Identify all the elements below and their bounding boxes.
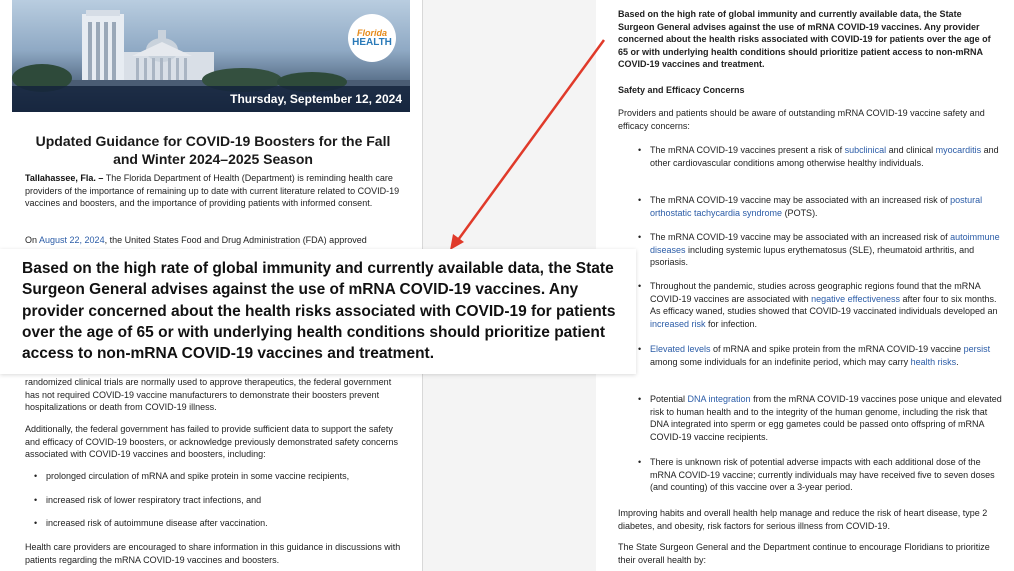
myocarditis-link[interactable]: myocarditis <box>935 145 982 155</box>
fda-paragraph-post: , the United States Food and Drug Administration (FDA) approved <box>104 235 367 245</box>
b1-post: and other cardiovascular conditions among otherwise healthy individuals. <box>650 145 999 168</box>
b4-mid: after four to six months. As efficacy waned, studies showed that COVID-19 vaccinated individuals developed an <box>650 293 998 316</box>
b6-pre: Potential <box>650 394 688 404</box>
habits-paragraph: Improving habits and overall health help manage and reduce the risk of heart disease, type 2 diabetes, and obesity, risk factors for serious illness from COVID-19. <box>618 508 988 531</box>
fda-paragraph <box>25 234 403 247</box>
fda-paragraph-pre: On <box>25 235 40 245</box>
list-item: • increased risk of lower respiratory tract infections, and <box>46 494 261 506</box>
lead-paragraph <box>25 172 403 210</box>
health-risks-link[interactable]: health risks <box>910 356 957 367</box>
capitol-header-image <box>12 0 410 112</box>
list-item <box>650 231 1002 269</box>
b5-mid2: among some individuals for an indefinite period, which may carry <box>650 356 911 367</box>
pots-link[interactable]: postural orthostatic tachycardia syndrome <box>650 195 983 218</box>
list-item <box>650 343 1002 368</box>
florida-health-logo <box>348 14 396 62</box>
b3-pre: The mRNA COVID-19 vaccine may be associated with an increased risk of <box>650 232 951 242</box>
logo-line-florida: Florida <box>356 28 387 38</box>
subclinical-link[interactable]: subclinical <box>844 145 887 155</box>
callout-text: Based on the high rate of global immunity and currently available data, the State Surgeon General advises against the use of mRNA COVID-19 vaccines. Any provider concerned about the health risks associated with COVID-19 for patients over the age of 65 or with underlying health conditions should prioritize patient access to non-mRNA COVID-19 vaccines and treatment. <box>22 260 616 363</box>
enlarged-quote-callout <box>0 249 636 374</box>
fda-date-link[interactable]: August 22, 2024 <box>39 235 105 245</box>
document-title: Updated Guidance for COVID-19 Boosters for the Fall and Winter 2024–2025 Season <box>35 133 391 167</box>
list-item <box>650 194 1002 219</box>
list-item <box>650 393 1002 443</box>
b4-post: for infection. <box>705 318 758 329</box>
persist-link[interactable]: persist <box>963 344 991 354</box>
safety-intro: Providers and patients should be aware of outstanding mRNA COVID-19 vaccine safety and efficacy concerns: <box>618 108 985 131</box>
surgeon-general-advisory: Based on the high rate of global immunity and currently available data, the State Surgeon General advises against the use of mRNA COVID-19 vaccines. Any provider concerned about the health risks associated with COVID-19 for patients over the age of 65 or with underlying health conditions should prioritize patient access to non-mRNA COVID-19 vaccines and treatment. <box>618 9 991 69</box>
encourage-paragraph: The State Surgeon General and the Department continue to encourage Floridians to prioritize their overall health by: <box>618 542 990 565</box>
b6-post: from the mRNA COVID-19 vaccines pose unique and elevated risk to human health and to the integrity of the human genome, including the risk that DNA integrated into sperm or egg gametes could be passed onto offspring of mRNA COVID-19 vaccine recipients. <box>650 394 1002 442</box>
list-item: • increased risk of autoimmune disease after vaccination. <box>46 517 268 529</box>
safety-heading: Safety and Efficacy Concerns <box>618 85 745 95</box>
list-item <box>650 144 1002 169</box>
publication-date: Thursday, September 12, 2024 <box>230 92 402 106</box>
autoimmune-diseases-link[interactable]: autoimmune diseases <box>650 232 1000 255</box>
b5-mid1: of mRNA and spike protein from the mRNA COVID-19 vaccine <box>710 344 964 354</box>
list-item: • prolonged circulation of mRNA and spike protein in some vaccine recipients, <box>46 470 349 482</box>
providers-paragraph: Health care providers are encouraged to share information in this guidance in discussions with patients regarding the mRNA COVID-19 vaccines and boosters. <box>25 542 401 565</box>
elevated-levels-link[interactable]: Elevated levels <box>650 344 711 354</box>
b5-post: . <box>956 356 959 367</box>
logo-line-health: HEALTH <box>352 37 392 48</box>
dna-integration-link[interactable]: DNA integration <box>687 394 751 404</box>
b2-post: (POTS). <box>782 207 818 218</box>
clinical-trials-paragraph: randomized clinical trials are normally used to approve therapeutics, the federal government has not required COVID-19 vaccine manufacturers to demonstrate their boosters prevent hospitalizations or death from COVID-19 illness. <box>25 377 392 412</box>
list-item: • There is unknown risk of potential adverse impacts with each additional dose of the mRNA COVID-19 vaccine; currently individuals may have received five to seven doses (and counting) of this vaccine over a 3-year period. <box>650 456 1002 494</box>
b2-pre: The mRNA COVID-19 vaccine may be associated with an increased risk of <box>650 195 951 205</box>
right-document <box>596 0 1014 571</box>
negative-effectiveness-link[interactable]: negative effectiveness <box>811 293 900 304</box>
b3-post: including systemic lupus erythematosus (SLE), rheumatoid arthritis, and psoriasis. <box>650 244 975 267</box>
date-band <box>12 86 410 112</box>
b4-pre: Throughout the pandemic, studies across geographic regions found that the mRNA COVID-19 vaccines are associated with <box>650 281 981 304</box>
b1-mid: and clinical <box>886 145 936 155</box>
lead-text: The Florida Department of Health (Department) is reminding health care providers of the importance of remaining up to date with current literature related to COVID-19 vaccines and boosters, and the importance of providing patients with informed consent. <box>25 173 400 208</box>
list-item <box>650 280 1002 330</box>
increased-risk-link[interactable]: increased risk <box>650 318 706 329</box>
lead-location: Tallahassee, Fla. – <box>25 173 104 183</box>
federal-data-paragraph: Additionally, the federal government has failed to provide sufficient data to support the safety and efficacy of COVID-19 boosters, or acknowledge previously demonstrated safety concerns associated with COVID-19 vaccines and boosters, including: <box>25 424 399 459</box>
b1-pre: The mRNA COVID-19 vaccines present a risk of <box>650 145 845 155</box>
